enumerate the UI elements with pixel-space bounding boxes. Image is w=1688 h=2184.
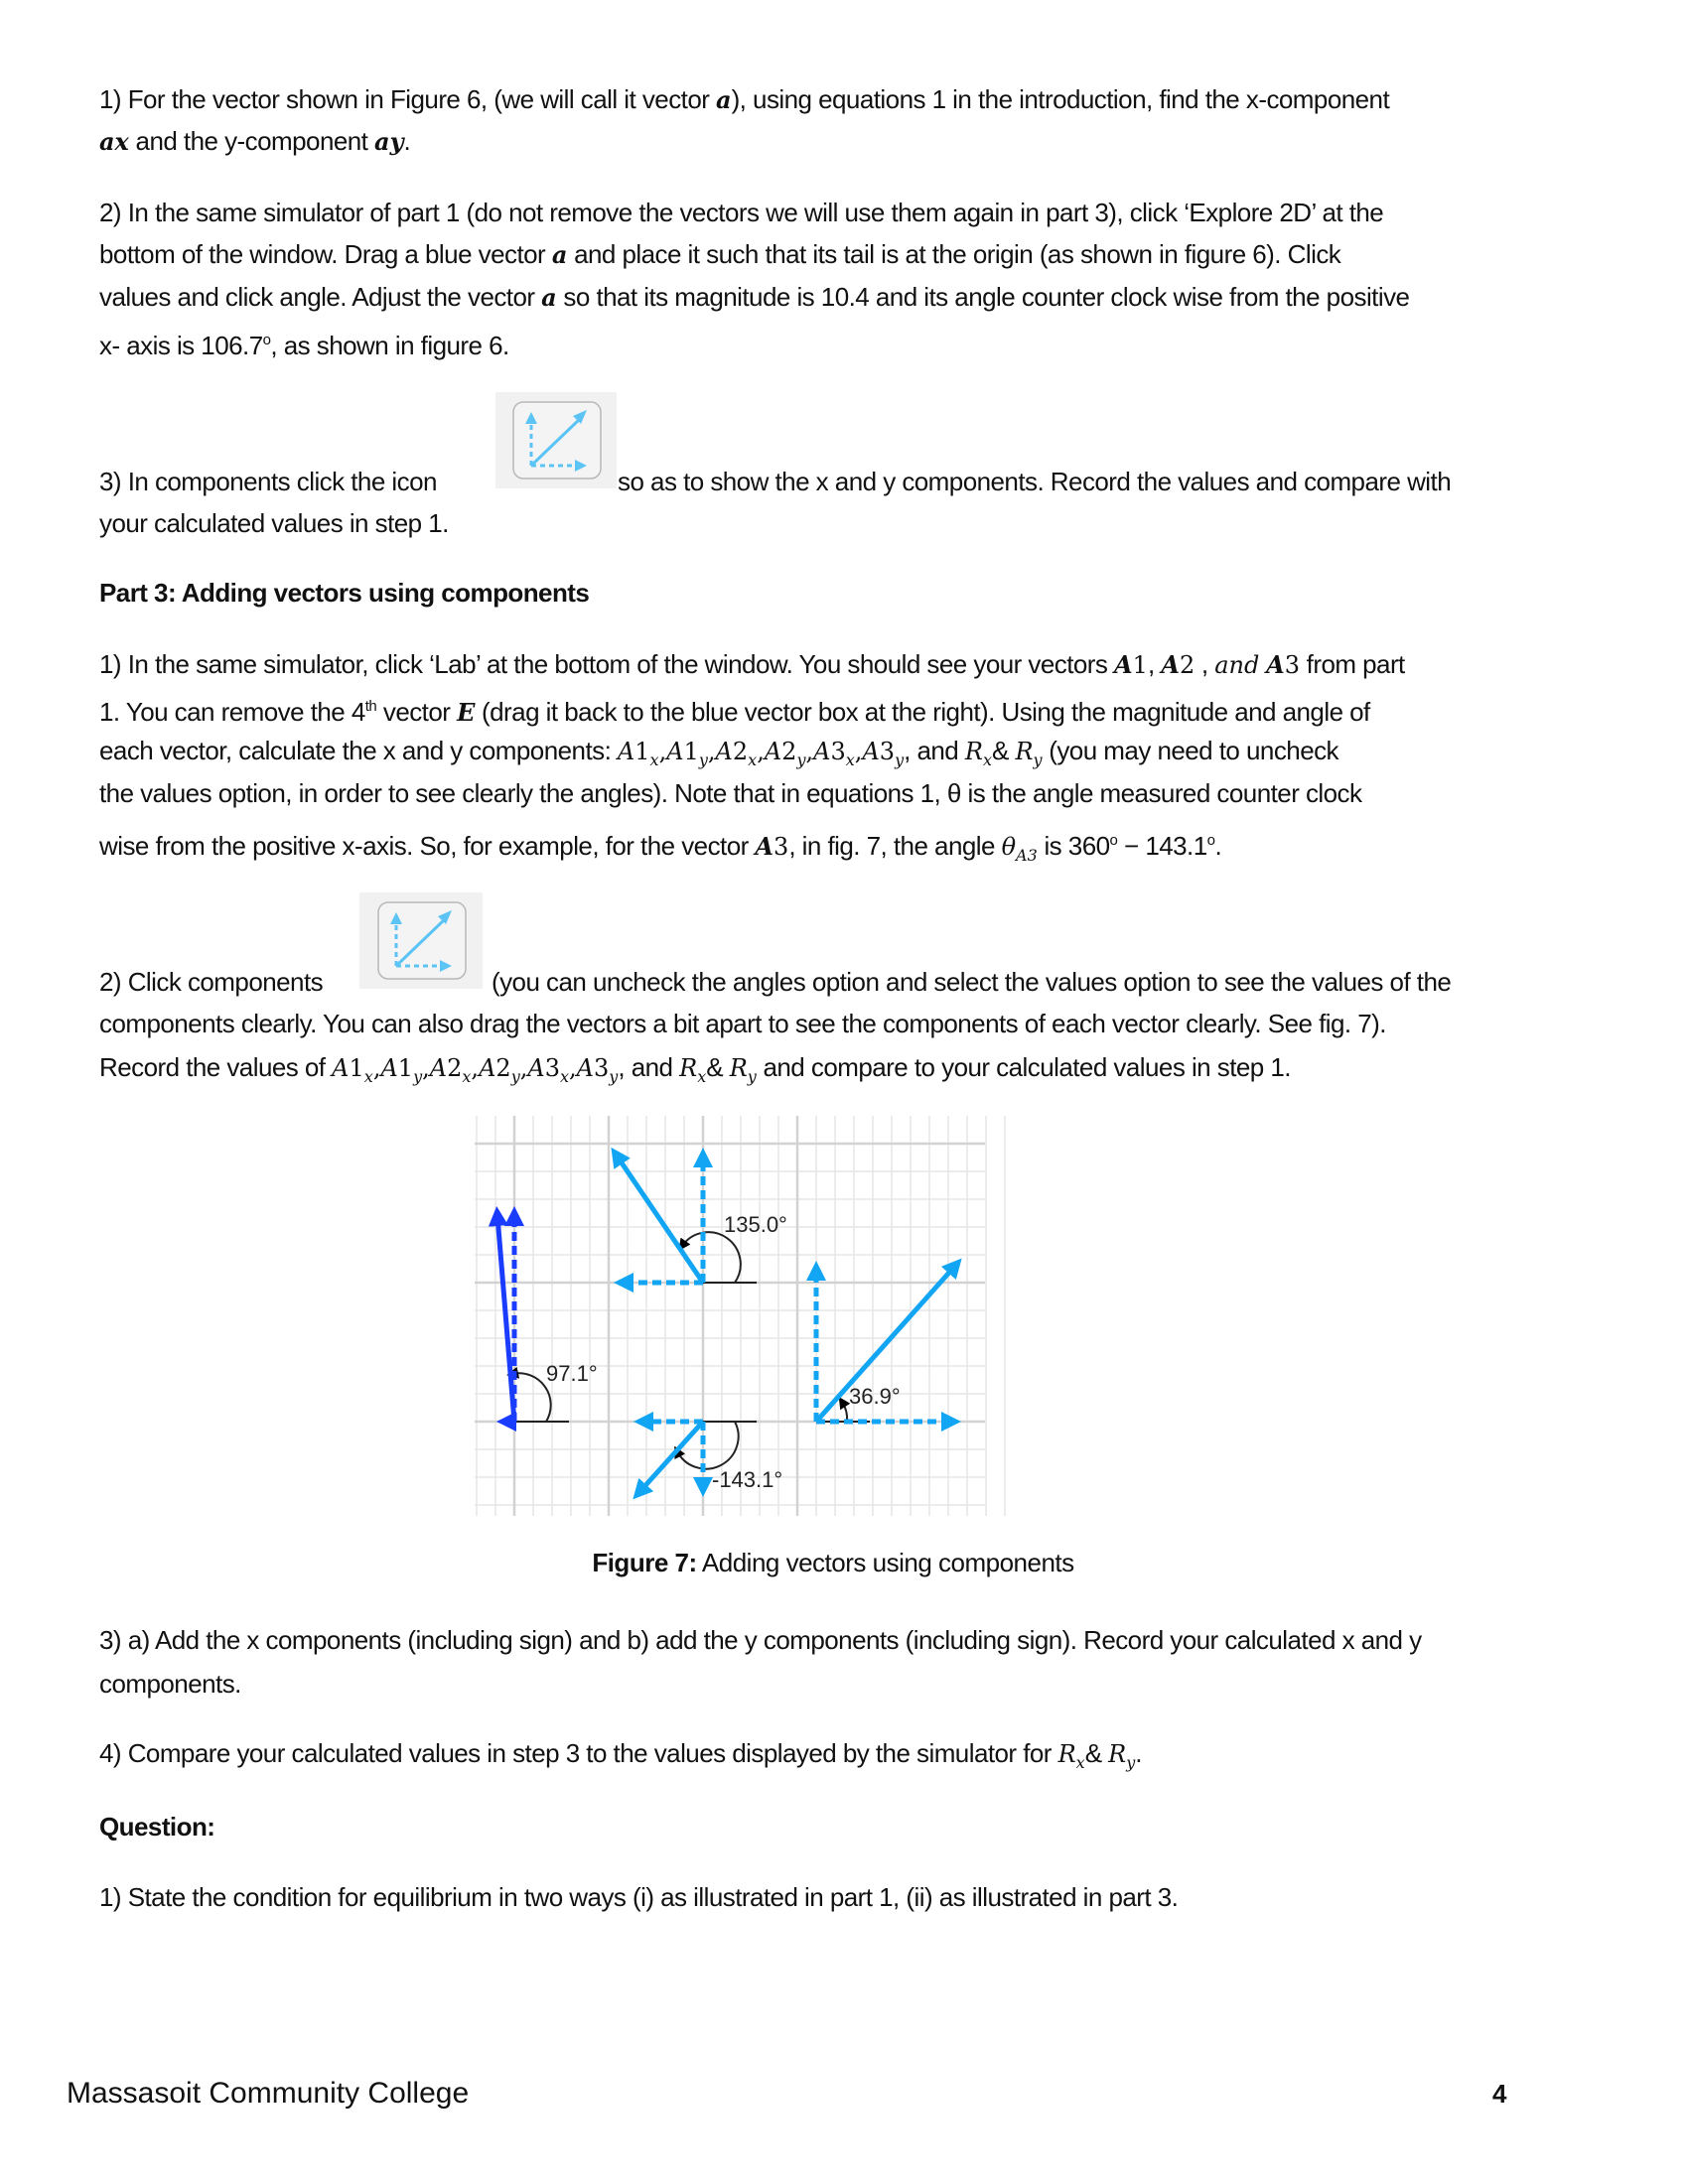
math-run: R <box>964 738 983 765</box>
math-run: A <box>332 1054 350 1082</box>
math-run: x <box>649 751 659 769</box>
math-run: A <box>380 1054 398 1082</box>
math-run: x <box>982 751 992 769</box>
math-run: A <box>527 1054 545 1082</box>
text-run: . <box>1135 1738 1142 1768</box>
math-run: A <box>429 1054 448 1082</box>
text-run: 4) Compare your calculated values in step 3 to the values displayed by the simulator for <box>99 1738 1058 1768</box>
text-run: , and <box>904 736 965 765</box>
math-run: 2 <box>781 738 797 765</box>
math-run: 1 <box>683 738 699 765</box>
step3-line <box>99 506 449 540</box>
text-run: & <box>991 736 1016 765</box>
text-run: . <box>403 126 411 156</box>
math-run: , <box>519 1054 528 1082</box>
figure-7-vector-diagram <box>475 1116 1220 1516</box>
part3-step3-line <box>99 1623 1422 1657</box>
math-run: x <box>1075 1753 1085 1772</box>
math-run: x <box>560 1067 570 1086</box>
math-run: θ <box>1001 833 1017 861</box>
math-run: A <box>862 738 880 765</box>
components-icon <box>359 892 483 989</box>
angle-label-resultant: 36.9° <box>849 1384 901 1409</box>
math-run: R <box>729 1054 748 1082</box>
math-run: , <box>805 738 814 765</box>
math-run: , <box>372 1054 381 1082</box>
math-run: x <box>363 1067 373 1086</box>
math-run: 2 <box>447 1054 463 1082</box>
text-run: 1) In the same simulator, click ‘Lab’ at the bottom of the window. You should see your vectors <box>99 649 1115 679</box>
math-run: y <box>413 1067 423 1086</box>
math-run: A <box>1161 650 1180 679</box>
math-run: 2 <box>1179 651 1196 679</box>
part3-step2-line <box>492 965 1451 999</box>
math-run: y <box>747 1067 757 1086</box>
caption-label: Figure 7: <box>592 1548 697 1577</box>
text-run: components. <box>99 1669 241 1699</box>
vector-a2 <box>617 1156 703 1283</box>
text-run: , <box>1147 649 1162 679</box>
math-run: , <box>658 738 667 765</box>
math-run: A <box>813 738 831 765</box>
math-run: ay <box>374 127 404 156</box>
part3-step2-line <box>99 965 323 999</box>
part3-step4-line <box>99 1736 1142 1770</box>
math-run: ax <box>99 127 129 156</box>
page-number: 4 <box>1492 2079 1507 2109</box>
text-run: o <box>262 332 271 348</box>
text-run: Record the values of <box>99 1052 333 1082</box>
step3-line <box>618 465 1451 498</box>
text-run: x- axis is 106.7 <box>99 331 263 360</box>
math-run: A <box>755 832 774 861</box>
step3-line <box>99 465 437 498</box>
math-run: A <box>479 1054 496 1082</box>
math-run: , <box>757 738 765 765</box>
math-run: A <box>617 738 635 765</box>
text-run: , <box>1195 649 1215 679</box>
text-run: vector <box>376 697 458 727</box>
step2-line <box>99 237 1340 271</box>
part3-step1-line <box>99 647 1405 681</box>
math-run: A <box>1266 650 1285 679</box>
text-run: and place it such that its tail is at the origin (as shown in figure 6). Click <box>567 239 1341 269</box>
math-run: y <box>609 1067 619 1086</box>
math-run: y <box>895 751 905 769</box>
question-heading: Question: <box>99 1812 215 1842</box>
math-run: 2 <box>732 738 749 765</box>
text-run: o <box>1109 832 1118 849</box>
math-run: E <box>457 698 476 727</box>
text-run: − 143.1 <box>1117 831 1207 861</box>
components-icon <box>495 392 617 488</box>
part3-step3-line <box>99 1667 241 1701</box>
text-run: & <box>1084 1738 1109 1768</box>
math-run: , <box>569 1054 577 1082</box>
math-run: 1 <box>634 738 650 765</box>
math-run: R <box>1108 1740 1127 1768</box>
math-run: A <box>1114 650 1133 679</box>
math-run: y <box>510 1067 520 1086</box>
text-run: from part <box>1299 649 1405 679</box>
text-run: ), using equations 1 in the introduction, find the x-component <box>731 84 1390 114</box>
step2-line <box>99 280 1409 314</box>
text-run: 3) a) Add the x components (including sign) and b) add the y components (including sign). Record your calculated x and y <box>99 1625 1422 1655</box>
math-run: a <box>541 283 557 312</box>
text-run: (you may need to uncheck <box>1042 736 1339 765</box>
text-run: 2) Click components <box>99 967 324 997</box>
step2-line <box>99 324 509 360</box>
math-run: A <box>764 738 782 765</box>
text-run: so as to show the x and y components. Record the values and compare with <box>618 467 1452 496</box>
math-run: 3 <box>594 1054 610 1082</box>
text-run: the values option, in order to see clearly the angles). Note that in equations 1, θ is the angle measured counter clock <box>99 778 1362 808</box>
math-run: y <box>796 751 806 769</box>
angle-label-a2: 135.0° <box>724 1212 787 1237</box>
part3-heading: Part 3: Adding vectors using components <box>99 578 590 608</box>
math-run: 1 <box>1132 651 1148 679</box>
math-run: 3 <box>879 738 896 765</box>
math-run: R <box>1057 1740 1076 1768</box>
math-run: 3 <box>830 738 846 765</box>
math-run: 2 <box>495 1054 511 1082</box>
text-run: o <box>1206 832 1215 849</box>
step1-line <box>99 124 410 158</box>
math-run: and <box>1214 651 1260 679</box>
math-run: R <box>1015 738 1034 765</box>
math-run: y <box>1126 1753 1136 1772</box>
text-run: 1. You can remove the 4 <box>99 697 365 727</box>
text-run: bottom of the window. Drag a blue vector <box>99 239 552 269</box>
math-run: A3 <box>1016 846 1038 865</box>
text-run: values and click angle. Adjust the vector <box>99 282 542 312</box>
part3-step1-line <box>99 824 1222 865</box>
text-run: your calculated values in step 1. <box>99 508 449 538</box>
text-run: 3) In components click the icon <box>99 467 437 496</box>
math-run: 1 <box>349 1054 364 1082</box>
step1-line <box>99 82 1389 116</box>
text-run: th <box>364 698 377 715</box>
math-run: x <box>845 751 855 769</box>
text-run: & <box>706 1052 730 1082</box>
text-run: so that its magnitude is 10.4 and its angle counter clock wise from the positive <box>556 282 1410 312</box>
math-run: 3 <box>774 833 789 861</box>
part3-step1-line <box>99 776 1361 810</box>
text-run: . <box>1214 831 1222 861</box>
figure-caption <box>0 1548 1666 1578</box>
text-run: and the y-component <box>128 126 375 156</box>
math-run: x <box>462 1067 472 1086</box>
math-run: y <box>1033 751 1043 769</box>
vector-a3 <box>639 1422 703 1492</box>
math-run: 3 <box>544 1054 560 1082</box>
text-run: (drag it back to the blue vector box at the right). Using the magnitude and angle of <box>475 697 1370 727</box>
text-run: , as shown in figure 6. <box>270 331 509 360</box>
text-run: (you can uncheck the angles option and select the values option to see the values of the <box>492 967 1452 997</box>
caption-text: Adding vectors using components <box>696 1548 1074 1577</box>
math-run: 1 <box>397 1054 414 1082</box>
angle-label-a3: -143.1° <box>712 1467 783 1492</box>
math-run: y <box>698 751 708 769</box>
math-run: , <box>854 738 863 765</box>
math-run: 3 <box>1284 651 1300 679</box>
vector-a1 <box>497 1216 514 1422</box>
text-run: 1) State the condition for equilibrium in two ways (i) as illustrated in part 1, (ii) as illustrated in part 3. <box>99 1882 1179 1912</box>
text-run: components clearly. You can also drag the vectors a bit apart to see the components of each vector clearly. See fig. 7). <box>99 1009 1386 1038</box>
question-item <box>99 1880 1178 1914</box>
math-run: , <box>471 1054 480 1082</box>
text-run: each vector, calculate the x and y components: <box>99 736 618 765</box>
part3-step2-line <box>99 1007 1386 1040</box>
text-run: , in fig. 7, the angle <box>788 831 1002 861</box>
math-run: , <box>422 1054 430 1082</box>
text-run: and compare to your calculated values in step 1. <box>756 1052 1291 1082</box>
part3-step1-line <box>99 734 1338 767</box>
text-run: , and <box>618 1052 680 1082</box>
footer-institution: Massasoit Community College <box>67 2077 470 2110</box>
text-run: wise from the positive x-axis. So, for example, for the vector <box>99 831 756 861</box>
text-run: 1) For the vector shown in Figure 6, (we will call it vector <box>99 84 717 114</box>
math-run: x <box>748 751 758 769</box>
math-run: a <box>551 240 568 269</box>
text-run: 2) In the same simulator of part 1 (do not remove the vectors we will use them again in part 3), click ‘Explore 2D’ at the <box>99 198 1384 227</box>
math-run: x <box>697 1067 707 1086</box>
math-run: A <box>666 738 684 765</box>
math-run: A <box>715 738 733 765</box>
math-run: A <box>576 1054 595 1082</box>
angle-label-a1: 97.1° <box>546 1361 598 1386</box>
math-run: a <box>716 85 732 114</box>
part3-step2-line <box>99 1050 1291 1084</box>
step2-line <box>99 196 1383 229</box>
part3-step1-line <box>99 690 1370 727</box>
grid <box>475 1116 1005 1516</box>
math-run: , <box>707 738 716 765</box>
math-run: R <box>679 1054 698 1082</box>
text-run: is 360 <box>1037 831 1110 861</box>
